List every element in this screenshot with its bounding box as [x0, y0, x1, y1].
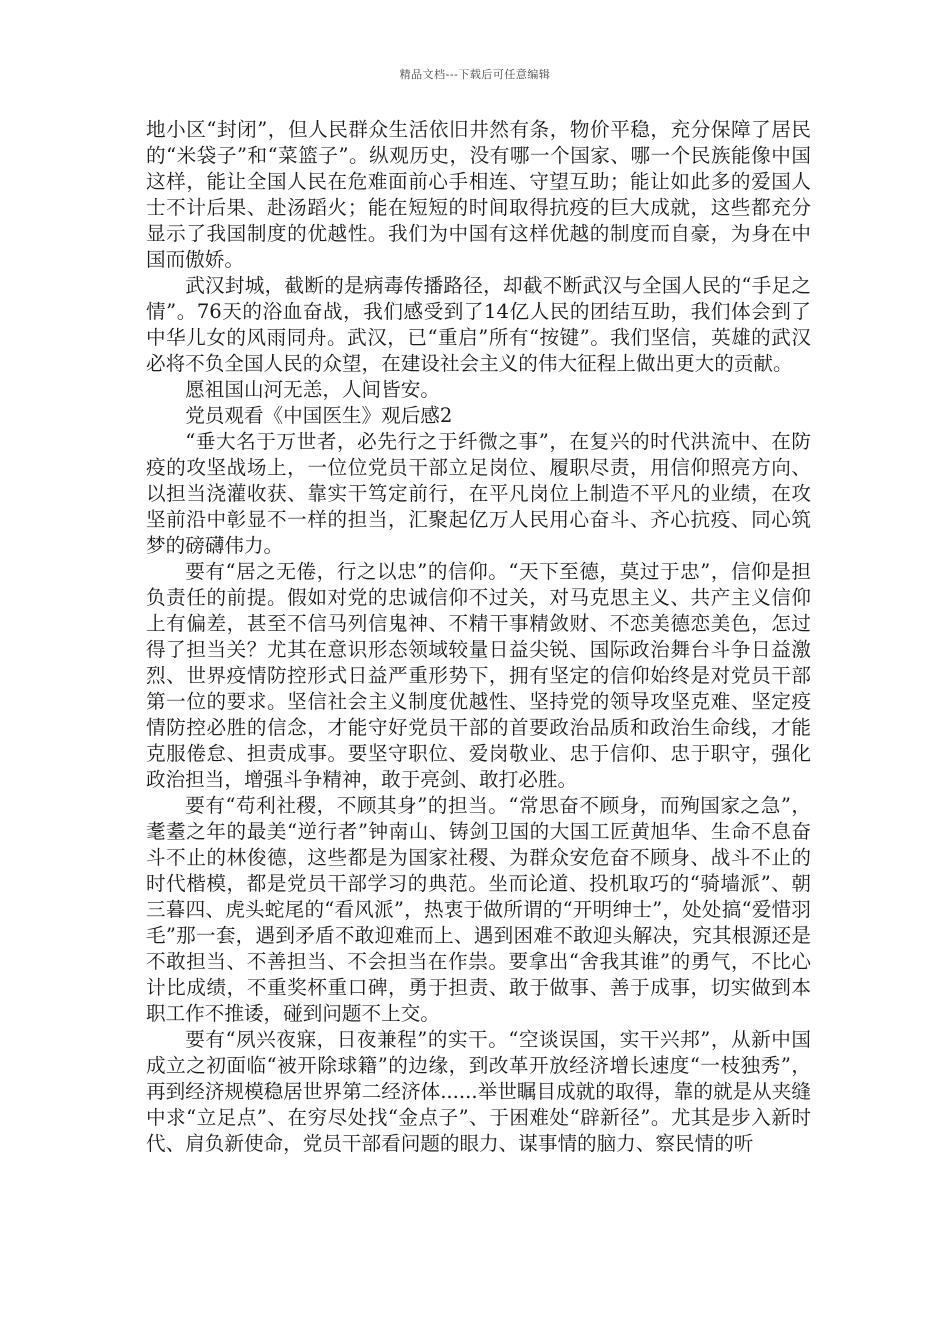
section-title: 党员观看《中国医生》观后感2: [185, 404, 453, 427]
paragraph: 要有“夙兴夜寐，日夜兼程”的实干。“空谈误国，实干兴邦”，从新中国成立之初面临“被开除球籍”的边缘，到改革开放经济增长速度“一枝独秀”，再到经济规模稳居世界第二经济体......举世瞩目成就的取得，靠的就是从夹缝中求“立足点”、在穷尽处找“金点子”、于困难处“辟新径”。尤其是步入新时代、肩负新使命，党员干部看问题的眼力、谋事情的脑力、察民情的听: [146, 1028, 811, 1155]
document-body: [146, 117, 811, 1157]
paragraph: 地小区“封闭”，但人民群众生活依旧井然有条，物价平稳，充分保障了居民的“米袋子”和“菜篮子”。纵观历史，没有哪一个国家、哪一个民族能像中国这样，能让全国人民在危难面前心手相连、守望互助；能让如此多的爱国人士不计后果、赴汤蹈火；能在短短的时间取得抗疫的巨大成就，这些都充分显示了我国制度的优越性。我们为中国有这样优越的制度而自豪，为身在中国而傲娇。: [146, 118, 811, 271]
paragraph: 要有“苟利社稷，不顾其身”的担当。“常思奋不顾身，而殉国家之急”，耄耋之年的最美“逆行者”钟南山、铸剑卫国的大国工匠黄旭华、生命不息奋斗不止的林俊德，这些都是为国家社稷、为群众安危奋不顾身、战斗不止的时代楷模，都是党员干部学习的典范。坐而论道、投机取巧的“骑墙派”、朝三暮四、虎头蛇尾的“看风派”，热衷于做所谓的“开明绅士”，处处搞“爱惜羽毛”那一套，遇到矛盾不敢迎难而上、遇到困难不敢迎头解决，究其根源还是不敢担当、不善担当、不会担当在作祟。要拿出“舍我其谁”的勇气，不比心计比成绩，不重奖杯重口碑，勇于担责、敢于做事、善于成事，切实做到本职工作不推诿，碰到问题不上交。: [146, 794, 811, 1025]
paragraph: 愿祖国山河无恙，人间皆安。: [185, 378, 440, 401]
paragraph: “垂大名于万世者，必先行之于纤微之事”，在复兴的时代洪流中、在防疫的攻坚战场上，一位位党员干部立足岗位、履职尽责，用信仰照亮方向、以担当浇灌收获、靠实干笃定前行，在平凡岗位上制造不平凡的业绩，在攻坚前沿中彰显不一样的担当，汇聚起亿万人民用心奋斗、齐心抗疫、同心筑梦的磅礴伟力。: [146, 430, 811, 557]
paragraph: 要有“居之无倦，行之以忠”的信仰。“天下至德，莫过于忠”，信仰是担负责任的前提。假如对党的忠诚信仰不过关，对马克思主义、共产主义信仰上有偏差，甚至不信马列信鬼神、不精干事精敛财、不恋美德恋美色，怎过得了担当关？尤其在意识形态领域较量日益尖锐、国际政治舞台斗争日益激烈、世界疫情防控形式日益严重形势下，拥有坚定的信仰始终是对党员干部第一位的要求。坚信社会主义制度优越性、坚持党的领导攻坚克难、坚定疫情防控必胜的信念，才能守好党员干部的首要政治品质和政治生命线，才能克服倦怠、担责成事。要坚守职位、爱岗敬业、忠于信仰、忠于职守，强化政治担当，增强斗争精神，敢于亮剑、敢打必胜。: [146, 560, 811, 791]
paragraph: 武汉封城，截断的是病毒传播路径，却截不断武汉与全国人民的“手足之情”。76天的浴血奋战，我们感受到了14亿人民的团结互助，我们体会到了中华儿女的风雨同舟。武汉，已“重启”所有“按键”。我们坚信，英雄的武汉必将不负全国人民的众望，在建设社会主义的伟大征程上做出更大的贡献。: [146, 274, 811, 375]
page-header: 精品文档---下载后可任意编辑: [399, 68, 551, 81]
